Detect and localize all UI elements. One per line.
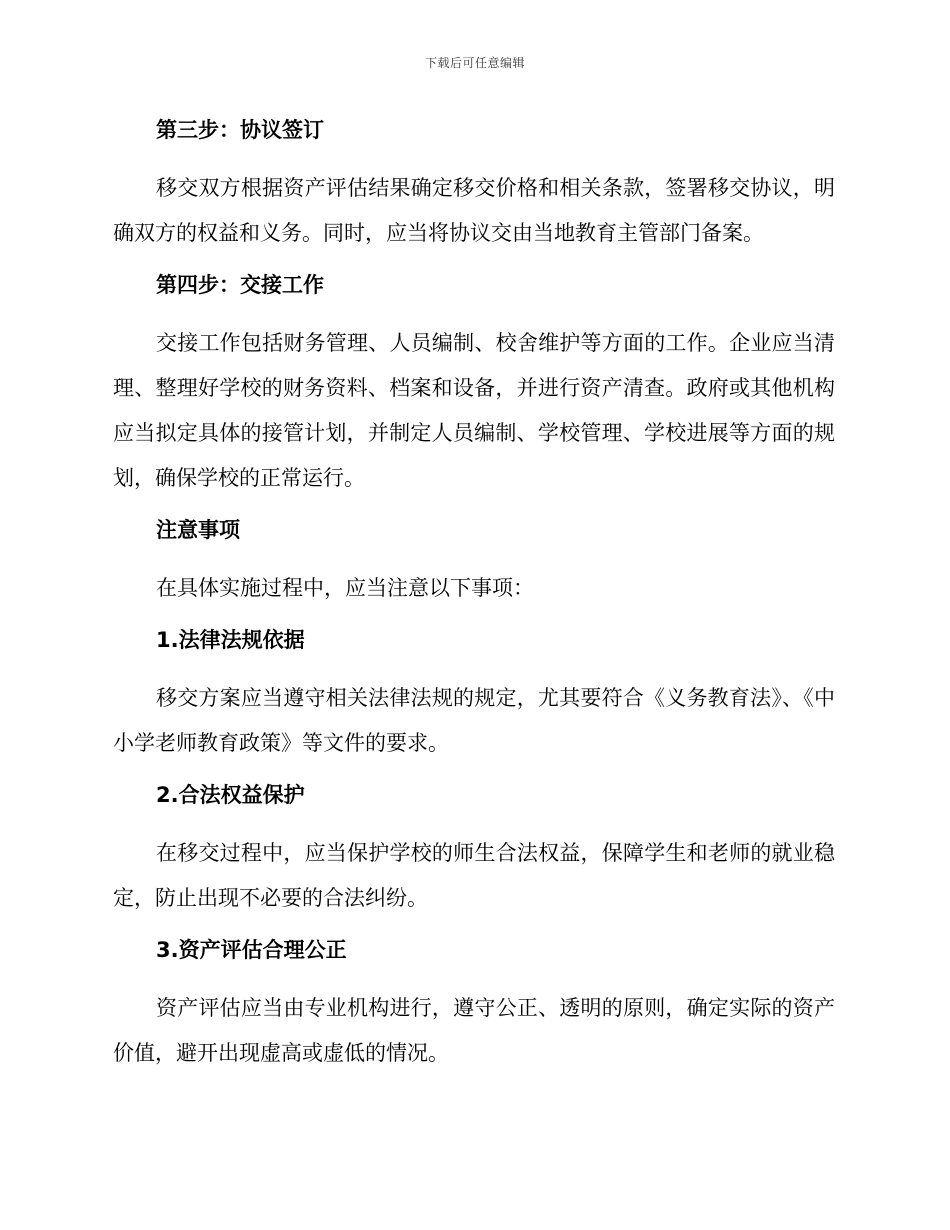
step4-heading: 第四步：交接工作 bbox=[156, 273, 324, 297]
notes-intro-paragraph: 在具体实施过程中，应当注意以下事项： bbox=[156, 576, 534, 600]
item2-paragraph: 在移交过程中，应当保护学校的师生合法权益，保障学生和老师的就业稳定，防止出现不必要的合法纠纷。 bbox=[113, 841, 835, 910]
item2-heading: 2.合法权益保护 bbox=[156, 783, 305, 807]
step4-paragraph: 交接工作包括财务管理、人员编制、校舍维护等方面的工作。企业应当清理、整理好学校的财务资料、档案和设备，并进行资产清查。政府或其他机构应当拟定具体的接管计划，并制定人员编制、学校管理、学校进展等方面的规划，确保学校的正常运行。 bbox=[113, 331, 835, 490]
item1-paragraph: 移交方案应当遵守相关法律法规的规定，尤其要符合《义务教育法》、《中小学老师教育政策》等文件的要求。 bbox=[113, 686, 835, 755]
item1-heading: 1.法律法规依据 bbox=[156, 628, 305, 652]
step3-heading: 第三步：协议签订 bbox=[156, 118, 324, 142]
page-header: 下载后可任意编辑 bbox=[424, 56, 525, 70]
document-body bbox=[113, 115, 835, 1076]
item3-paragraph: 资产评估应当由专业机构进行，遵守公正、透明的原则，确定实际的资产价值，避开出现虚高或虚低的情况。 bbox=[113, 996, 835, 1065]
step3-paragraph: 移交双方根据资产评估结果确定移交价格和相关条款，签署移交协议，明确双方的权益和义务。同时，应当将协议交由当地教育主管部门备案。 bbox=[113, 176, 835, 245]
item3-heading: 3.资产评估合理公正 bbox=[156, 938, 347, 962]
notes-heading: 注意事项 bbox=[156, 518, 240, 542]
